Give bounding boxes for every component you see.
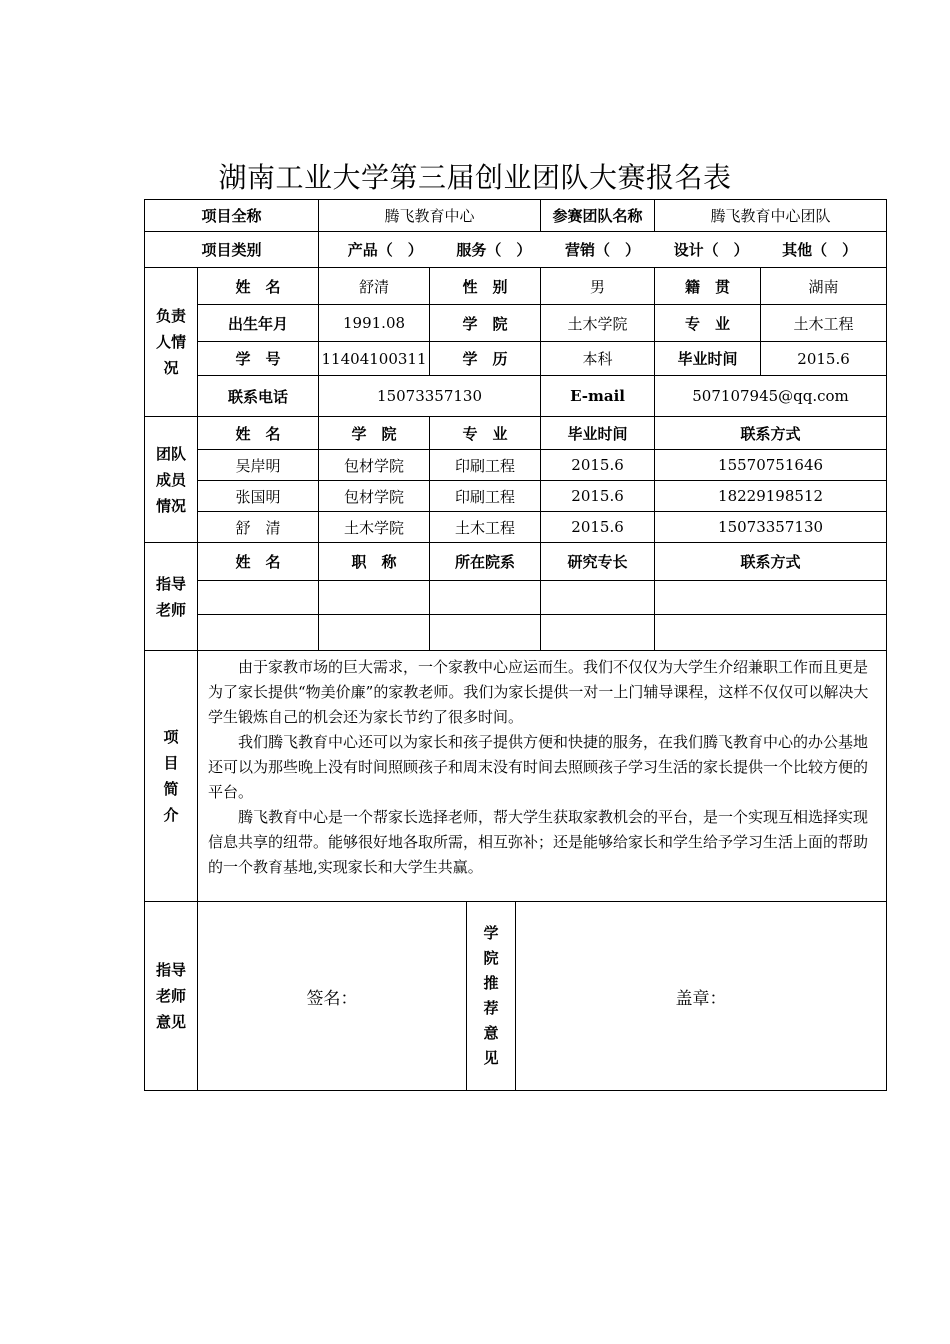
project-category-options <box>319 232 887 268</box>
registration-form <box>144 199 887 1091</box>
opinion-area <box>198 902 887 1091</box>
project-name-label: 项目全称 <box>145 200 319 232</box>
team-name-label: 参赛团队名称 <box>541 200 655 232</box>
member-contact: 15073357130 <box>655 512 887 543</box>
intro-section-text: 项目简介 <box>163 728 179 824</box>
advisor-header-name: 姓 名 <box>198 543 319 581</box>
advisor-row <box>145 581 887 615</box>
leader-origin-label: 籍 贯 <box>655 268 761 305</box>
advisor-opinion-text: 指导老师意见 <box>155 961 186 1031</box>
leader-degree-value: 本科 <box>541 342 655 376</box>
leader-phone-label: 联系电话 <box>198 376 319 417</box>
member-college: 土木学院 <box>319 512 430 543</box>
member-major: 土木工程 <box>430 512 541 543</box>
team-header-major: 专 业 <box>430 417 541 450</box>
advisor-opinion-label <box>145 902 198 1091</box>
form-title: 湖南工业大学第三届创业团队大赛报名表 <box>218 161 732 194</box>
leader-section-text: 负责人情况 <box>155 307 186 377</box>
team-row <box>145 450 887 481</box>
team-header-name: 姓 名 <box>198 417 319 450</box>
leader-gender-value: 男 <box>541 268 655 305</box>
category-design: 设计（ ） <box>673 241 749 259</box>
intro-paragraph: 由于家教市场的巨大需求，一个家教中心应运而生。我们不仅仅为大学生介绍兼职工作而且更是为了家长提供“物美价廉”的家教老师。我们为家长提供一对一上门辅导课程，这样不仅仅可以解决大学生锻炼自己的机会还为家长节约了很多时间。 <box>208 658 869 726</box>
team-section-label <box>145 417 198 543</box>
team-row <box>145 481 887 512</box>
intro-section-label <box>145 651 198 902</box>
member-contact: 15570751646 <box>655 450 887 481</box>
leader-origin-value: 湖南 <box>761 268 887 305</box>
member-grad: 2015.6 <box>541 450 655 481</box>
team-section-text: 团队成员情况 <box>155 444 186 515</box>
project-category-label: 项目类别 <box>145 232 319 268</box>
seal-label: 盖章： <box>675 988 727 1009</box>
leader-name-value: 舒清 <box>319 268 430 305</box>
advisor-section-label <box>145 543 198 651</box>
leader-grad-value: 2015.6 <box>761 342 887 376</box>
advisor-cell <box>655 581 887 615</box>
advisor-row <box>145 615 887 651</box>
leader-email-label: E-mail <box>541 376 655 417</box>
project-name-value: 腾飞教育中心 <box>319 200 541 232</box>
leader-degree-label: 学 历 <box>430 342 541 376</box>
advisor-header-specialty: 研究专长 <box>541 543 655 581</box>
member-major: 印刷工程 <box>430 481 541 512</box>
leader-email-value: 507107945@qq.com <box>655 376 887 417</box>
advisor-cell <box>430 615 541 651</box>
category-other: 其他（ ） <box>782 241 858 259</box>
leader-id-value: 11404100311 <box>319 342 430 376</box>
seal-area <box>516 902 886 1090</box>
advisor-header-dept: 所在院系 <box>430 543 541 581</box>
leader-grad-label: 毕业时间 <box>655 342 761 376</box>
signature-area <box>198 902 467 1090</box>
leader-college-label: 学 院 <box>430 305 541 342</box>
advisor-header-title: 职 称 <box>319 543 430 581</box>
advisor-section-text: 指导老师 <box>155 574 186 619</box>
college-opinion-text: 学院推荐意见 <box>483 924 499 1067</box>
leader-id-label: 学 号 <box>198 342 319 376</box>
intro-paragraph: 腾飞教育中心是一个帮家长选择老师，帮大学生获取家教机会的平台，是一个实现互相选择实现信息共享的纽带。能够很好地各取所需，相互弥补；还是能够给家长和学生给予学习生活上面的帮助的一个教育基地,实现家长和大学生共赢。 <box>208 808 869 876</box>
intro-content <box>198 651 887 902</box>
member-major: 印刷工程 <box>430 450 541 481</box>
advisor-cell <box>541 615 655 651</box>
leader-college-value: 土木学院 <box>541 305 655 342</box>
team-header-contact: 联系方式 <box>655 417 887 450</box>
signature-label: 签名： <box>306 988 358 1009</box>
member-name: 张国明 <box>198 481 319 512</box>
leader-section-label <box>145 268 198 417</box>
team-header-grad: 毕业时间 <box>541 417 655 450</box>
advisor-cell <box>198 615 319 651</box>
advisor-cell <box>198 581 319 615</box>
team-row <box>145 512 887 543</box>
advisor-cell <box>430 581 541 615</box>
team-header-college: 学 院 <box>319 417 430 450</box>
leader-name-label: 姓 名 <box>198 268 319 305</box>
member-grad: 2015.6 <box>541 481 655 512</box>
leader-gender-label: 性 别 <box>430 268 541 305</box>
member-college: 包材学院 <box>319 450 430 481</box>
category-product: 产品（ ） <box>347 241 423 259</box>
leader-major-value: 土木工程 <box>761 305 887 342</box>
team-name-value: 腾飞教育中心团队 <box>655 200 887 232</box>
member-grad: 2015.6 <box>541 512 655 543</box>
member-name: 吴岸明 <box>198 450 319 481</box>
leader-birth-label: 出生年月 <box>198 305 319 342</box>
advisor-cell <box>319 615 430 651</box>
intro-paragraph: 我们腾飞教育中心还可以为家长和孩子提供方便和快捷的服务，在我们腾飞教育中心的办公基地还可以为那些晚上没有时间照顾孩子和周末没有时间去照顾孩子学习生活的家长提供一个比较方便的平台。 <box>208 733 869 801</box>
member-name: 舒 清 <box>198 512 319 543</box>
college-opinion-label <box>467 902 516 1090</box>
leader-birth-value: 1991.08 <box>319 305 430 342</box>
advisor-cell <box>319 581 430 615</box>
leader-major-label: 专 业 <box>655 305 761 342</box>
category-service: 服务（ ） <box>456 241 532 259</box>
member-contact: 18229198512 <box>655 481 887 512</box>
advisor-cell <box>655 615 887 651</box>
member-college: 包材学院 <box>319 481 430 512</box>
advisor-cell <box>541 581 655 615</box>
leader-phone-value: 15073357130 <box>319 376 541 417</box>
category-marketing: 营销（ ） <box>564 241 640 259</box>
advisor-header-contact: 联系方式 <box>655 543 887 581</box>
